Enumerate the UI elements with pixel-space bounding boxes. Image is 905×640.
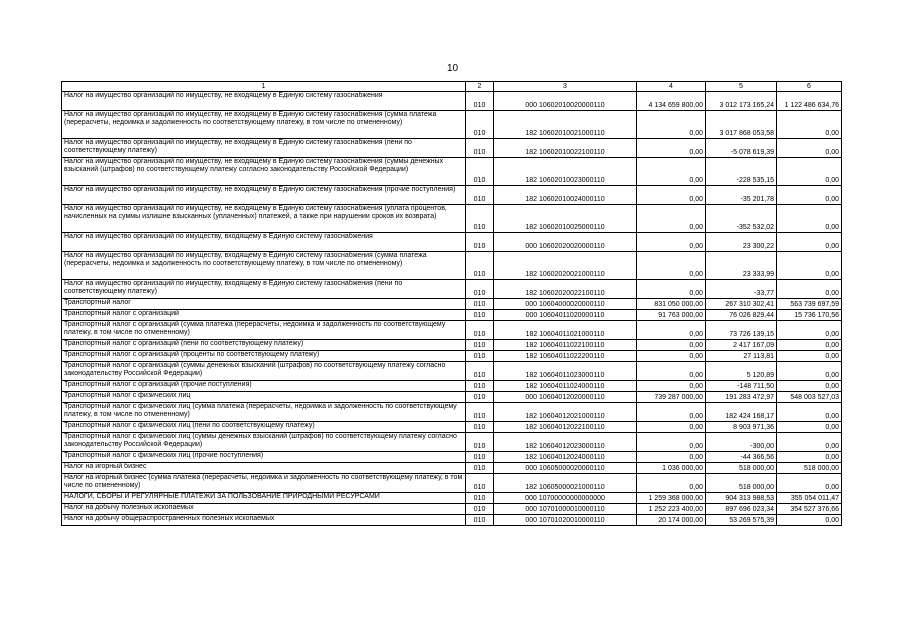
row-executed-amount: -5 078 619,39 [706, 139, 777, 158]
table-row [62, 310, 842, 321]
row-budget-code: 182 10604011021000110 [494, 321, 637, 340]
row-budget-code: 000 10604012020000110 [494, 392, 637, 403]
row-unexecuted-amount: 0,00 [777, 362, 842, 381]
row-name: Налог на имущество организаций по имуществу, не входящему в Единую систему газоснабжения (пени по соответствующему платежу) [62, 139, 466, 158]
row-line-code: 010 [466, 205, 494, 233]
row-budget-code: 000 10701020010000110 [494, 515, 637, 526]
row-executed-amount: 5 120,89 [706, 362, 777, 381]
row-budget-code: 182 10604012023000110 [494, 433, 637, 452]
row-approved-amount: 1 252 223 400,00 [637, 504, 706, 515]
column-header: 2 [466, 82, 494, 92]
row-unexecuted-amount: 548 003 527,03 [777, 392, 842, 403]
row-budget-code: 182 10602010025000110 [494, 205, 637, 233]
row-executed-amount: 23 300,22 [706, 233, 777, 252]
row-approved-amount: 91 763 000,00 [637, 310, 706, 321]
row-unexecuted-amount: 0,00 [777, 205, 842, 233]
row-approved-amount: 1 036 000,00 [637, 463, 706, 474]
row-budget-code: 182 10602010022100110 [494, 139, 637, 158]
row-executed-amount: 2 417 167,09 [706, 340, 777, 351]
row-executed-amount: -228 535,15 [706, 158, 777, 186]
row-budget-code: 000 10700000000000000 [494, 493, 637, 504]
row-budget-code: 182 10602010021000110 [494, 111, 637, 139]
table-row [62, 252, 842, 280]
row-line-code: 010 [466, 280, 494, 299]
row-line-code: 010 [466, 186, 494, 205]
table-row [62, 321, 842, 340]
row-name: Налог на добычу общераспространенных полезных ископаемых [62, 515, 466, 526]
row-executed-amount: -35 201,78 [706, 186, 777, 205]
row-budget-code: 182 10605000021000110 [494, 474, 637, 493]
row-executed-amount: 267 310 302,41 [706, 299, 777, 310]
row-name: Транспортный налог с организаций (сумма платежа (перерасчеты, недоимка и задолженность по соответствующему платежу, в том числе по отмененному) [62, 321, 466, 340]
row-budget-code: 182 10604011022100110 [494, 340, 637, 351]
row-budget-code: 182 10602020021000110 [494, 252, 637, 280]
row-name: НАЛОГИ, СБОРЫ И РЕГУЛЯРНЫЕ ПЛАТЕЖИ ЗА ПОЛЬЗОВАНИЕ ПРИРОДНЫМИ РЕСУРСАМИ [62, 493, 466, 504]
table-row [62, 463, 842, 474]
row-approved-amount: 0,00 [637, 205, 706, 233]
row-name: Транспортный налог с организаций (суммы денежных взысканий (штрафов) по соответствующему платежу согласно законодательству Российской Федерации) [62, 362, 466, 381]
row-line-code: 010 [466, 474, 494, 493]
row-budget-code: 182 10604011022200110 [494, 351, 637, 362]
row-name: Налог на имущество организаций по имуществу, входящему в Единую систему газоснабжения [62, 233, 466, 252]
row-line-code: 010 [466, 299, 494, 310]
table-row [62, 158, 842, 186]
row-unexecuted-amount: 0,00 [777, 158, 842, 186]
row-name: Транспортный налог с организаций [62, 310, 466, 321]
row-approved-amount: 0,00 [637, 158, 706, 186]
row-executed-amount: -352 532,02 [706, 205, 777, 233]
table-row [62, 186, 842, 205]
row-approved-amount: 1 259 368 000,00 [637, 493, 706, 504]
table-header-row [62, 82, 842, 92]
row-name: Транспортный налог с физических лиц (пени по соответствующему платежу) [62, 422, 466, 433]
row-approved-amount: 739 287 000,00 [637, 392, 706, 403]
row-executed-amount: 904 313 988,53 [706, 493, 777, 504]
row-executed-amount: 73 726 139,15 [706, 321, 777, 340]
row-approved-amount: 0,00 [637, 252, 706, 280]
table-row [62, 381, 842, 392]
column-header: 1 [62, 82, 466, 92]
row-budget-code: 182 10602010023000110 [494, 158, 637, 186]
row-executed-amount: 76 026 829,44 [706, 310, 777, 321]
row-name: Налог на игорный бизнес [62, 463, 466, 474]
table-row [62, 205, 842, 233]
column-header: 3 [494, 82, 637, 92]
row-line-code: 010 [466, 493, 494, 504]
row-line-code: 010 [466, 310, 494, 321]
row-unexecuted-amount: 0,00 [777, 474, 842, 493]
column-header: 5 [706, 82, 777, 92]
row-executed-amount: -44 366,56 [706, 452, 777, 463]
row-executed-amount: 191 283 472,97 [706, 392, 777, 403]
row-unexecuted-amount: 0,00 [777, 403, 842, 422]
row-budget-code: 182 10604011024000110 [494, 381, 637, 392]
row-line-code: 010 [466, 515, 494, 526]
table-row [62, 392, 842, 403]
table-row [62, 280, 842, 299]
row-name: Транспортный налог с организаций (проценты по соответствующему платежу) [62, 351, 466, 362]
row-unexecuted-amount: 0,00 [777, 515, 842, 526]
row-approved-amount: 0,00 [637, 340, 706, 351]
row-line-code: 010 [466, 351, 494, 362]
table-row [62, 362, 842, 381]
row-budget-code: 000 10605000020000110 [494, 463, 637, 474]
row-name: Транспортный налог с организаций (пени по соответствующему платежу) [62, 340, 466, 351]
row-approved-amount: 0,00 [637, 381, 706, 392]
table-row [62, 233, 842, 252]
row-executed-amount: 27 113,81 [706, 351, 777, 362]
row-name: Транспортный налог [62, 299, 466, 310]
row-budget-code: 000 10602010020000110 [494, 92, 637, 111]
table-row [62, 351, 842, 362]
table-row [62, 493, 842, 504]
table-row [62, 92, 842, 111]
row-name: Транспортный налог с физических лиц (сумма платежа (перерасчеты, недоимка и задолженность по соответствующему платежу, в том числе по отмененному) [62, 403, 466, 422]
row-budget-code: 182 10604012024000110 [494, 452, 637, 463]
row-approved-amount: 831 050 000,00 [637, 299, 706, 310]
row-line-code: 010 [466, 504, 494, 515]
table-row [62, 433, 842, 452]
row-executed-amount: -148 711,50 [706, 381, 777, 392]
row-approved-amount: 0,00 [637, 233, 706, 252]
row-line-code: 010 [466, 233, 494, 252]
row-executed-amount: 3 017 868 053,58 [706, 111, 777, 139]
row-unexecuted-amount: 0,00 [777, 186, 842, 205]
table-row [62, 403, 842, 422]
row-line-code: 010 [466, 452, 494, 463]
row-approved-amount: 0,00 [637, 422, 706, 433]
row-unexecuted-amount: 0,00 [777, 452, 842, 463]
row-approved-amount: 0,00 [637, 452, 706, 463]
table-row [62, 340, 842, 351]
row-approved-amount: 4 134 659 800,00 [637, 92, 706, 111]
row-line-code: 010 [466, 139, 494, 158]
row-unexecuted-amount: 0,00 [777, 340, 842, 351]
row-approved-amount: 0,00 [637, 186, 706, 205]
table-row [62, 139, 842, 158]
table-row [62, 299, 842, 310]
row-approved-amount: 0,00 [637, 139, 706, 158]
row-approved-amount: 0,00 [637, 433, 706, 452]
row-executed-amount: 3 012 173 165,24 [706, 92, 777, 111]
row-name: Налог на имущество организаций по имуществу, не входящему в Единую систему газоснабжения (прочие поступления) [62, 186, 466, 205]
row-approved-amount: 0,00 [637, 403, 706, 422]
table-row [62, 515, 842, 526]
row-name: Налог на игорный бизнес (сумма платежа (перерасчеты, недоимка и задолженность по соответствующему платежу, в том числе по отмененному) [62, 474, 466, 493]
row-name: Налог на имущество организаций по имуществу, не входящему в Единую систему газоснабжения (сумма платежа (перерасчеты, недоимка и задолженность по соответствующему платежу, в том числе по отмененному) [62, 111, 466, 139]
row-line-code: 010 [466, 463, 494, 474]
row-line-code: 010 [466, 321, 494, 340]
column-header: 4 [637, 82, 706, 92]
page-number: 10 [446, 63, 459, 74]
row-approved-amount: 0,00 [637, 280, 706, 299]
row-budget-code: 000 10602020020000110 [494, 233, 637, 252]
row-line-code: 010 [466, 362, 494, 381]
table-row [62, 504, 842, 515]
row-line-code: 010 [466, 340, 494, 351]
row-name: Налог на имущество организаций по имуществу, не входящему в Единую систему газоснабжения (суммы денежных взысканий (штрафов) по соответствующему платежу согласно законодательству Российской Федерации) [62, 158, 466, 186]
row-name: Налог на имущество организаций по имуществу, не входящему в Единую систему газоснабжения [62, 92, 466, 111]
row-approved-amount: 0,00 [637, 362, 706, 381]
row-unexecuted-amount: 0,00 [777, 321, 842, 340]
row-executed-amount: 518 000,00 [706, 474, 777, 493]
row-unexecuted-amount: 15 736 170,56 [777, 310, 842, 321]
row-line-code: 010 [466, 403, 494, 422]
row-unexecuted-amount: 0,00 [777, 233, 842, 252]
row-unexecuted-amount: 563 739 697,59 [777, 299, 842, 310]
row-line-code: 010 [466, 381, 494, 392]
row-line-code: 010 [466, 433, 494, 452]
row-unexecuted-amount: 0,00 [777, 381, 842, 392]
row-name: Транспортный налог с организаций (прочие поступления) [62, 381, 466, 392]
table-row [62, 474, 842, 493]
row-executed-amount: 182 424 168,17 [706, 403, 777, 422]
row-executed-amount: 8 903 971,36 [706, 422, 777, 433]
row-name: Налог на имущество организаций по имуществу, входящему в Единую систему газоснабжения (сумма платежа (перерасчеты, недоимка и задолженность по соответствующему платежу, в том числе по отмененному) [62, 252, 466, 280]
row-budget-code: 000 10604000020000110 [494, 299, 637, 310]
row-approved-amount: 0,00 [637, 351, 706, 362]
row-approved-amount: 0,00 [637, 321, 706, 340]
row-unexecuted-amount: 518 000,00 [777, 463, 842, 474]
row-budget-code: 182 10604011023000110 [494, 362, 637, 381]
table-row [62, 111, 842, 139]
row-executed-amount: 897 696 023,34 [706, 504, 777, 515]
row-unexecuted-amount: 0,00 [777, 111, 842, 139]
row-unexecuted-amount: 0,00 [777, 280, 842, 299]
row-budget-code: 000 10604011020000110 [494, 310, 637, 321]
row-budget-code: 000 10701000010000110 [494, 504, 637, 515]
row-name: Транспортный налог с физических лиц [62, 392, 466, 403]
row-executed-amount: 53 269 575,39 [706, 515, 777, 526]
row-budget-code: 182 10602020022100110 [494, 280, 637, 299]
row-unexecuted-amount: 0,00 [777, 433, 842, 452]
budget-execution-table [61, 81, 842, 526]
row-unexecuted-amount: 0,00 [777, 422, 842, 433]
table-row [62, 422, 842, 433]
row-unexecuted-amount: 0,00 [777, 252, 842, 280]
row-name: Налог на имущество организаций по имуществу, входящему в Единую систему газоснабжения (пени по соответствующему платежу) [62, 280, 466, 299]
row-unexecuted-amount: 355 054 011,47 [777, 493, 842, 504]
row-line-code: 010 [466, 158, 494, 186]
row-name: Налог на имущество организаций по имуществу, не входящему в Единую систему газоснабжения (уплата процентов, начисленных на суммы излишне взысканных (уплаченных) платежей, а также при нарушении сроков их возврата) [62, 205, 466, 233]
row-executed-amount: -300,00 [706, 433, 777, 452]
row-approved-amount: 0,00 [637, 111, 706, 139]
row-line-code: 010 [466, 252, 494, 280]
row-line-code: 010 [466, 392, 494, 403]
row-line-code: 010 [466, 111, 494, 139]
row-line-code: 010 [466, 422, 494, 433]
row-executed-amount: 518 000,00 [706, 463, 777, 474]
row-budget-code: 182 10602010024000110 [494, 186, 637, 205]
table-row [62, 452, 842, 463]
row-budget-code: 182 10604012022100110 [494, 422, 637, 433]
row-executed-amount: 23 333,99 [706, 252, 777, 280]
row-name: Налог на добычу полезных ископаемых [62, 504, 466, 515]
row-budget-code: 182 10604012021000110 [494, 403, 637, 422]
row-approved-amount: 0,00 [637, 474, 706, 493]
row-unexecuted-amount: 0,00 [777, 351, 842, 362]
row-executed-amount: -33,77 [706, 280, 777, 299]
row-line-code: 010 [466, 92, 494, 111]
row-unexecuted-amount: 0,00 [777, 139, 842, 158]
row-unexecuted-amount: 354 527 376,66 [777, 504, 842, 515]
column-header: 6 [777, 82, 842, 92]
row-unexecuted-amount: 1 122 486 634,76 [777, 92, 842, 111]
row-name: Транспортный налог с физических лиц (прочие поступления) [62, 452, 466, 463]
row-name: Транспортный налог с физических лиц (суммы денежных взысканий (штрафов) по соответствующему платежу согласно законодательству Российской Федерации) [62, 433, 466, 452]
row-approved-amount: 20 174 000,00 [637, 515, 706, 526]
